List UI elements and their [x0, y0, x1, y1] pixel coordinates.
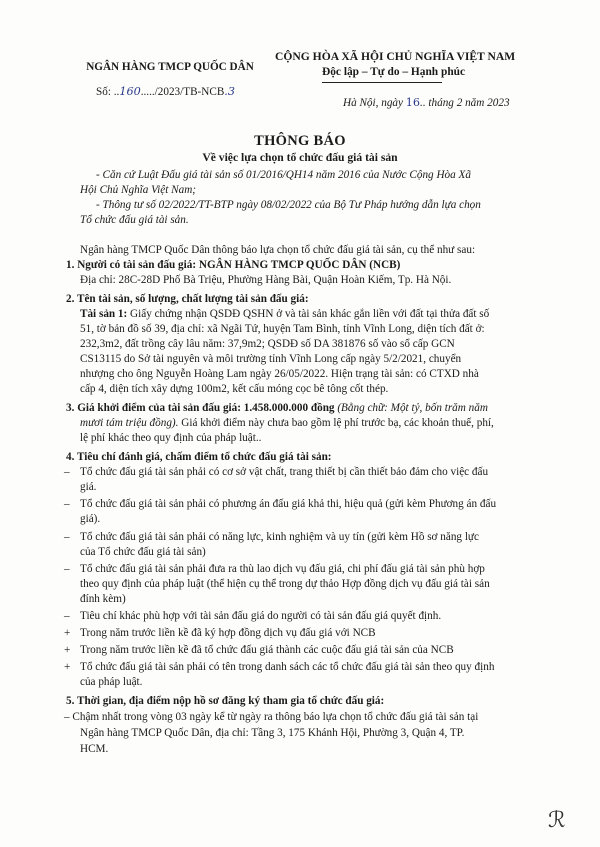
criteria-bullet: –: [64, 466, 70, 478]
section-3-line: lệ phí khác theo quy định của pháp luật..: [80, 432, 262, 444]
criteria-bullet: +: [64, 661, 71, 673]
price-note: Giá khởi điểm này chưa bao gồm lệ phí trước bạ, các khoản thuế, phí,: [178, 417, 494, 429]
org-name: NGÂN HÀNG TMCP QUỐC DÂN: [86, 61, 254, 73]
date-suffix: .. tháng 2 năm 2023: [420, 97, 510, 109]
section-4-title: 4. Tiêu chí đánh giá, chấm điểm tổ chức đấu giá tài sản:: [66, 451, 332, 463]
criteria-item-cont: giá.: [80, 481, 97, 493]
section-2-line: cấp 4, diện tích xây dựng 100m2, kết cấu móng cọc bê tông cốt thép.: [80, 383, 389, 395]
criteria-item: Trong năm trước liền kề đã tổ chức đấu giá thành các cuộc đấu giá tài sản của NCB: [80, 644, 454, 656]
criteria-item: Tổ chức đấu giá tài sản phải đưa ra thù lao dịch vụ đấu giá, chi phí đấu giá tài sản phù hợp: [80, 563, 485, 575]
criteria-bullet: +: [64, 627, 71, 639]
section-2-title: 2. Tên tài sản, số lượng, chất lượng tài sản đấu giá:: [66, 293, 309, 305]
legal-basis-line: - Căn cứ Luật Đấu giá tài sản số 01/2016/QH14 năm 2016 của Nước Cộng Hòa Xã: [96, 169, 471, 181]
country-name: CỘNG HÒA XÃ HỘI CHỦ NGHĨA VIỆT NAM: [275, 50, 516, 63]
criteria-bullet: –: [64, 610, 70, 622]
asset-description: Giấy chứng nhận QSDĐ QSHN ở và tài sản khác gắn liền với đất tại thửa đất số: [127, 308, 490, 320]
legal-basis-line: Tổ chức đấu giá tài sản.: [80, 214, 189, 226]
date-day-handwritten: 16: [405, 96, 421, 109]
section-5-title: 5. Thời gian, địa điểm nộp hồ sơ đăng ký tham gia tổ chức đấu giá:: [66, 695, 385, 707]
section-3-heading: [66, 401, 488, 416]
section-5-line: Ngân hàng TMCP Quốc Dân, địa chỉ: Tầng 3, 175 Khánh Hội, Phường 3, Quận 4, TP.: [80, 727, 465, 739]
document-date: [343, 95, 510, 111]
doc-number-tail: .3: [224, 85, 235, 98]
section-3-line: [80, 416, 494, 431]
section-2-line: nhượng cho ông Nguyễn Hoàng Lam ngày 26/05/2022. Hiện trạng tài sản: có CTXD nhà: [80, 368, 479, 380]
section-2-line: 232,3m2, đất trồng cây lâu năm: 37,9m2; QSDĐ số DA 381876 số vào sổ cấp GCN: [80, 338, 455, 350]
section-1-title: 1. Người có tài sản đấu giá:: [66, 259, 197, 271]
criteria-item-cont: đính kèm): [80, 593, 126, 605]
criteria-item-cont: của Tổ chức đấu giá tài sản): [80, 546, 206, 558]
section-1-address: Địa chỉ: 28C-28D Phố Bà Triệu, Phường Hàng Bài, Quận Hoàn Kiếm, Tp. Hà Nội.: [80, 274, 452, 286]
national-motto: Độc lập – Tự do – Hạnh phúc: [322, 66, 466, 78]
price-in-words: (Bằng chữ: Một tỷ, bốn trăm năm: [334, 402, 488, 414]
criteria-item: Trong năm trước liền kề đã ký hợp đồng dịch vụ đấu giá với NCB: [80, 627, 376, 639]
criteria-bullet: –: [64, 498, 70, 510]
document-number: [96, 84, 235, 100]
criteria-item-cont: giá).: [80, 513, 101, 525]
criteria-item: Tổ chức đấu giá tài sản phải có cơ sở vật chất, trang thiết bị cần thiết bảo đảm cho việc đấu: [80, 466, 489, 478]
section-2-line: [80, 307, 489, 322]
criteria-item-cont: theo quy định của pháp luật (thể hiện cụ thể trong dự thảo Hợp đồng dịch vụ đấu giá tài sản: [80, 578, 490, 590]
doc-number-suffix: ...../2023/TB-NCB: [140, 86, 225, 98]
motto-underline: [322, 82, 442, 83]
section-2-line: 51, tờ bản đồ số 39, địa chỉ: xã Ngãi Tứ, huyện Tam Bình, tỉnh Vĩnh Long, diện tích đất ở:: [80, 323, 485, 335]
section-2-line: CS13115 do Sở tài nguyên và môi trường tỉnh Vĩnh Long cấp ngày 5/2/2021, chuyển: [80, 353, 462, 365]
date-prefix: Hà Nội, ngày: [343, 97, 403, 109]
criteria-bullet: +: [64, 644, 71, 656]
asset-label: Tài sản 1:: [80, 308, 128, 320]
criteria-item: Tổ chức đấu giá tài sản phải có phương án đấu giá khả thi, hiệu quả (gửi kèm Phương án đấu: [80, 498, 497, 510]
page-subtitle: Về việc lựa chọn tổ chức đấu giá tài sản: [202, 151, 398, 164]
section-5-line: – Chậm nhất trong vòng 03 ngày kể từ ngày ra thông báo lựa chọn tổ chức đấu giá tài sản tại: [64, 711, 479, 723]
section-1-value: NGÂN HÀNG TMCP QUỐC DÂN (NCB): [198, 259, 401, 271]
criteria-item: Tiêu chí khác phù hợp với tài sản đấu giá do người có tài sản đấu giá quyết định.: [80, 610, 442, 622]
page-title: THÔNG BÁO: [254, 133, 346, 149]
price-in-words-cont: mươi tám triệu đồng).: [80, 417, 179, 429]
legal-basis-line: Hội Chủ Nghĩa Việt Nam;: [80, 184, 197, 196]
section-3-title: 3. Giá khởi điểm của tài sản đấu giá: 1.458.000.000 đồng: [66, 402, 335, 414]
criteria-item: Tổ chức đấu giá tài sản phải có tên trong danh sách các tổ chức đấu giá tài sản theo quy định: [80, 661, 495, 673]
section-5-line: HCM.: [80, 743, 109, 755]
criteria-bullet: –: [64, 531, 70, 543]
section-1-heading: [66, 258, 400, 273]
initial-signature-mark: ℛ: [548, 808, 566, 833]
criteria-item: Tổ chức đấu giá tài sản phải có năng lực, kinh nghiệm và uy tín (gửi kèm Hồ sơ năng lực: [80, 531, 479, 543]
intro-paragraph: Ngân hàng TMCP Quốc Dân thông báo lựa chọn tổ chức đấu giá tài sản, cụ thể như sau:: [80, 244, 476, 256]
doc-number-handwritten: 160: [119, 85, 141, 98]
doc-number-prefix: Số: ..: [96, 86, 120, 98]
criteria-bullet: –: [64, 563, 70, 575]
criteria-item-cont: của pháp luật.: [80, 676, 143, 688]
legal-basis-line: - Thông tư số 02/2022/TT-BTP ngày 08/02/2022 của Bộ Tư Pháp hướng dẫn lựa chọn: [96, 199, 481, 211]
